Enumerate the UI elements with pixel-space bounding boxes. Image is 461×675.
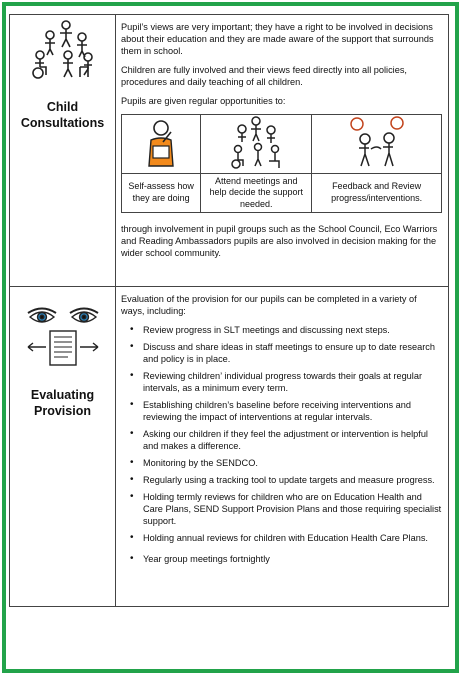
opportunity-cell xyxy=(201,115,312,174)
list-item: • Discuss and share ideas in staff meetings to ensure up to date research and policy is in place. xyxy=(121,341,442,365)
evaluating-provision-row xyxy=(10,287,449,607)
eyes-evaluate-icon xyxy=(24,307,102,369)
list-item: • Monitoring by the SENDCO. xyxy=(121,457,442,469)
section-title-line2: Consultations xyxy=(20,116,105,130)
content-table xyxy=(9,14,449,607)
opportunity-cell xyxy=(312,115,442,174)
child-consultations-row xyxy=(10,15,449,287)
opportunity-label: Self-assess how they are doing xyxy=(122,173,201,213)
list-item: • Asking our children if they feel the adjustment or intervention is helpful and makes a difference. xyxy=(121,428,442,452)
section-title-line2: Provision xyxy=(34,404,91,418)
paragraph: Pupils are given regular opportunities to: xyxy=(121,96,286,106)
feedback-icon xyxy=(347,115,407,169)
meeting-icon xyxy=(228,115,284,169)
paragraph: through involvement in pupil groups such as the School Council, Eco Warriors and Reading Ambassadors pupils are also involved in decision making for the wider school community. xyxy=(121,224,438,258)
opportunity-cell xyxy=(122,115,201,174)
group-of-people-icon xyxy=(28,19,98,81)
opportunities-table xyxy=(121,114,442,213)
child-consultations-content xyxy=(116,15,449,287)
paragraph: Children are fully involved and their views feed directly into all policies, procedures and daily teaching of all children. xyxy=(121,65,407,87)
list-item: • Reviewing children’ individual progress towards their goals at regular intervals, as a minimum every term. xyxy=(121,370,442,394)
paragraph: Evaluation of the provision for our pupils can be completed in a variety of ways, including: xyxy=(121,294,417,316)
evaluating-provision-content xyxy=(116,287,449,607)
list-item: • Review progress in SLT meetings and discussing next steps. xyxy=(121,324,442,336)
evaluation-list xyxy=(121,324,442,565)
list-item: • Year group meetings fortnightly xyxy=(121,553,442,565)
opportunity-label: Feedback and Review progress/interventions. xyxy=(312,173,442,213)
evaluating-provision-sidebar xyxy=(10,287,116,607)
paragraph: Pupil’s views are very important; they have a right to be involved in decisions about their education and they are made aware of the support that surrounds them in school. xyxy=(121,22,434,56)
self-assess-icon xyxy=(135,116,187,168)
opportunity-label: Attend meetings and help decide the support needed. xyxy=(201,173,312,213)
section-title-line1: Evaluating xyxy=(30,388,95,402)
child-consultations-sidebar xyxy=(10,15,116,287)
list-item: • Regularly using a tracking tool to update targets and measure progress. xyxy=(121,474,442,486)
list-item: • Holding termly reviews for children who are on Education Health and Care Plans, SEND Support Provision Plans and those requiring specialist support. xyxy=(121,491,442,527)
list-item: • Holding annual reviews for children with Education Health Care Plans. xyxy=(121,532,442,544)
section-title-line1: Child xyxy=(46,100,79,114)
list-item: • Establishing children’s baseline before receiving interventions and reviewing the impact of interventions at regular intervals. xyxy=(121,399,442,423)
